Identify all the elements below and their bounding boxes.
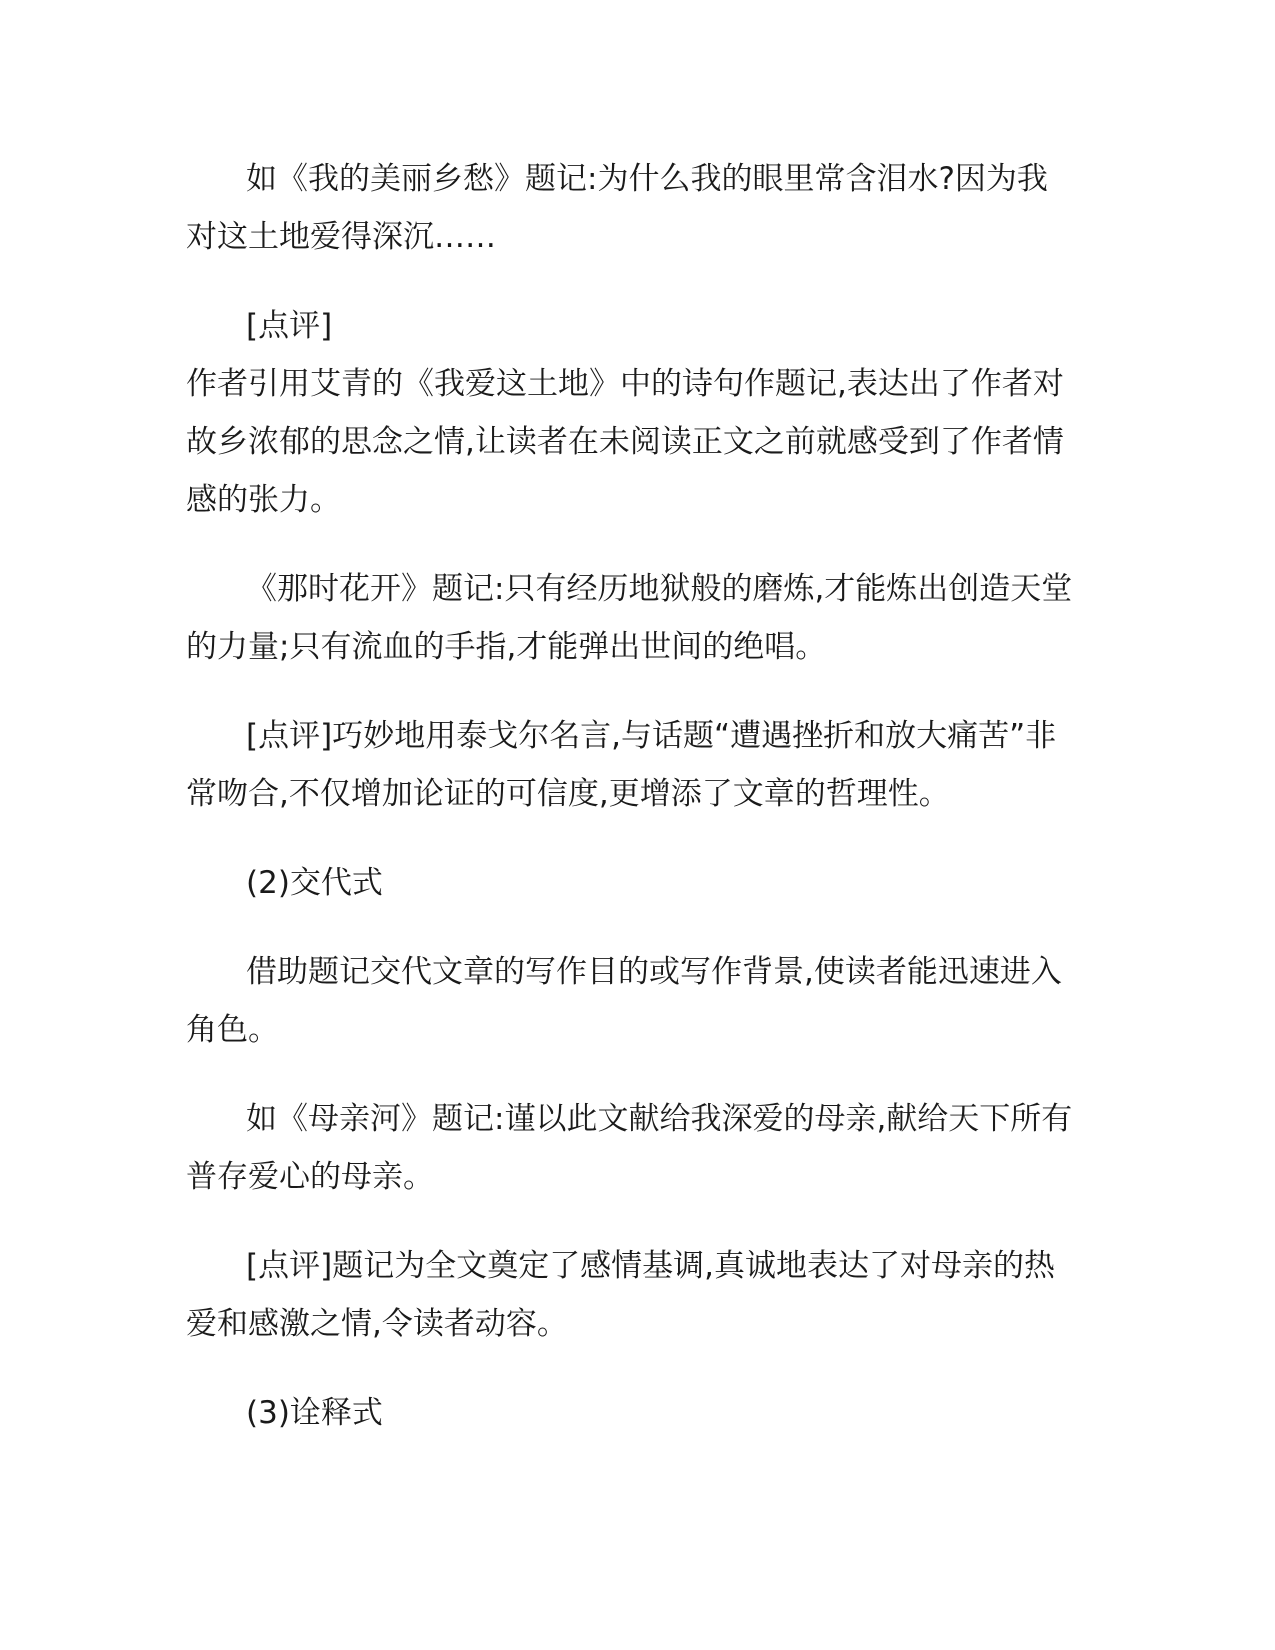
document-body bbox=[186, 150, 1076, 1442]
paragraph-example-flowers: 《那时花开》题记:只有经历地狱般的磨炼,才能炼出创造天堂的力量;只有流血的手指,才能弹出世间的绝唱。 bbox=[186, 571, 1073, 665]
paragraph-example-mother-river: 如《母亲河》题记:谨以此文献给我深爱的母亲,献给天下所有普存爱心的母亲。 bbox=[186, 1101, 1073, 1195]
paragraph-comment-aiqing: 作者引用艾青的《我爱这土地》中的诗句作题记,表达出了作者对故乡浓郁的思念之情,让读者在未阅读正文之前就感受到了作者情感的张力。 bbox=[186, 366, 1064, 518]
paragraph-explanatory-description: 借助题记交代文章的写作目的或写作背景,使读者能迅速进入角色。 bbox=[186, 954, 1062, 1048]
paragraph-comment-tagore: [点评]巧妙地用泰戈尔名言,与话题“遭遇挫折和放大痛苦”非常吻合,不仅增加论证的可信度,更增添了文章的哲理性。 bbox=[186, 718, 1057, 812]
section-heading-interpretive: (3)诠释式 bbox=[246, 1395, 383, 1431]
section-heading-explanatory: (2)交代式 bbox=[246, 865, 383, 901]
paragraph-comment-mother: [点评]题记为全文奠定了感情基调,真诚地表达了对母亲的热爱和感激之情,令读者动容。 bbox=[186, 1248, 1056, 1342]
paragraph-example-hometown: 如《我的美丽乡愁》题记:为什么我的眼里常含泪水?因为我对这土地爱得深沉…… bbox=[186, 161, 1048, 255]
comment-heading: [点评] bbox=[246, 308, 333, 344]
